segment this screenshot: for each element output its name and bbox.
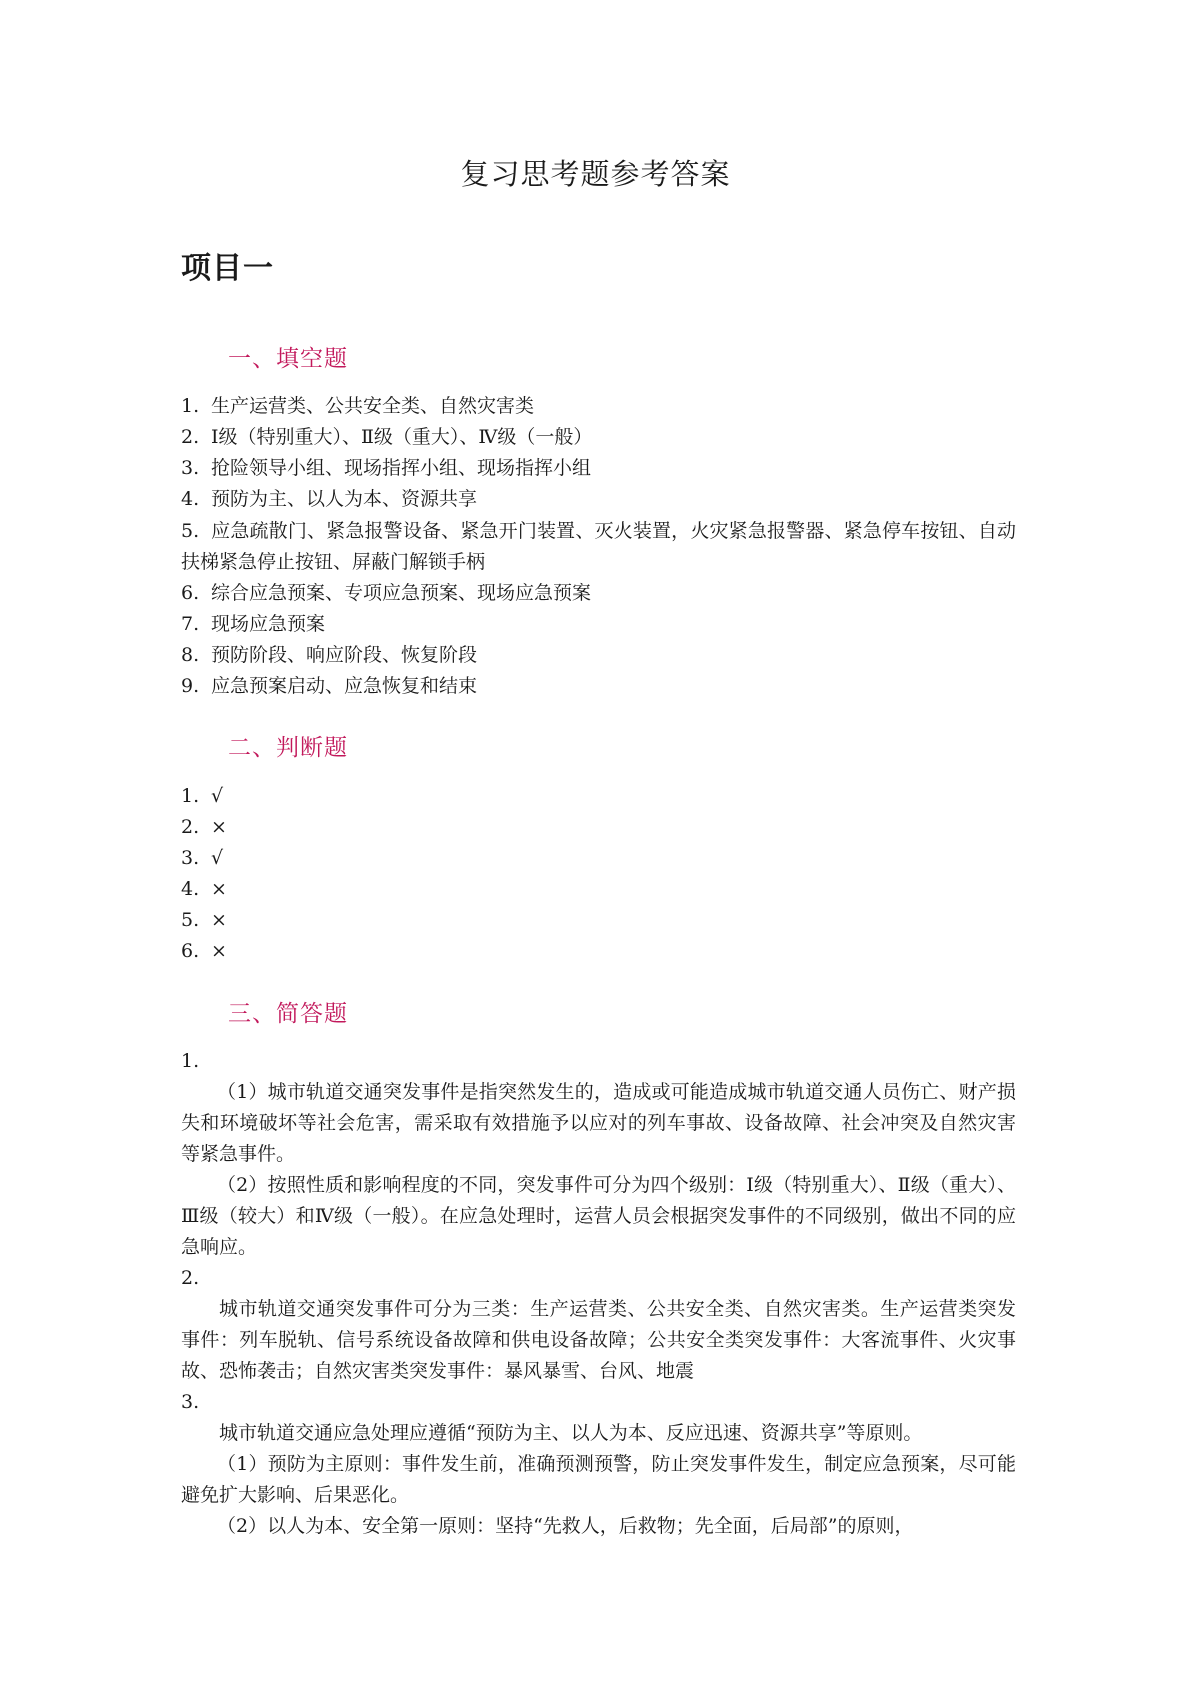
- item-number: 3.: [181, 847, 200, 869]
- list-item: [181, 391, 534, 422]
- list-item: [181, 640, 477, 671]
- item-text: 现场应急预案: [211, 613, 326, 635]
- list-item: [181, 843, 223, 874]
- item-text: 综合应急预案、专项应急预案、现场应急预案: [211, 582, 592, 604]
- item-text: 预防为主、以人为本、资源共享: [211, 488, 478, 510]
- section-heading-judge: 二、判断题: [228, 735, 348, 761]
- list-item-wrapped: [181, 516, 1016, 578]
- item-number: 3.: [181, 457, 200, 479]
- item-number: 8.: [181, 644, 200, 666]
- section-heading-fill: 一、填空题: [228, 346, 348, 372]
- answer-paragraph: （2）以人为本、安全第一原则：坚持“先救人，后救物；先全面，后局部”的原则，: [217, 1515, 914, 1537]
- list-item: [181, 781, 223, 812]
- answer-paragraph: 城市轨道交通应急处理应遵循“预防为主、以人为本、反应迅速、资源共享”等原则。: [219, 1422, 923, 1444]
- item-text: ×: [211, 878, 227, 900]
- item-text: 预防阶段、响应阶段、恢复阶段: [211, 644, 478, 666]
- item-text: Ⅰ级（特别重大）、Ⅱ级（重大）、Ⅳ级（一般）: [211, 426, 593, 448]
- list-item: [181, 422, 592, 453]
- item-text: 抢险领导小组、现场指挥小组、现场指挥小组: [211, 457, 592, 479]
- list-item: [181, 671, 477, 702]
- item-text: 应急疏散门、紧急报警设备、紧急开门装置、灭火装置，火灾紧急报警器、紧急停车按钮、自动扶梯紧急停止按钮、屏蔽门解锁手柄: [181, 520, 1016, 573]
- item-number: 7.: [181, 613, 200, 635]
- list-item: [181, 936, 227, 967]
- item-number: 6.: [181, 582, 200, 604]
- list-item: [181, 874, 227, 905]
- item-number: 9.: [181, 675, 200, 697]
- question-number: 1.: [181, 1050, 200, 1072]
- project-title: 项目一: [181, 251, 274, 286]
- answer-paragraph: 城市轨道交通突发事件可分为三类：生产运营类、公共安全类、自然灾害类。生产运营类突发事件：列车脱轨、信号系统设备故障和供电设备故障；公共安全类突发事件：大客流事件、火灾事故、恐怖袭击；自然灾害类突发事件：暴风暴雪、台风、地震: [181, 1298, 1016, 1382]
- item-number: 4.: [181, 488, 200, 510]
- item-text: √: [211, 847, 224, 869]
- item-text: ×: [211, 940, 227, 962]
- item-number: 2.: [181, 816, 200, 838]
- list-item: [181, 609, 325, 640]
- question-number: 3.: [181, 1391, 200, 1413]
- item-number: 4.: [181, 878, 200, 900]
- answer-paragraph: （2）按照性质和影响程度的不同，突发事件可分为四个级别：Ⅰ级（特别重大）、Ⅱ级（重大）、Ⅲ级（较大）和Ⅳ级（一般）。在应急处理时，运营人员会根据突发事件的不同级别，做出不同的应急响应。: [181, 1174, 1016, 1258]
- list-item: [181, 905, 227, 936]
- document-title: 复习思考题参考答案: [460, 157, 731, 191]
- item-number: 5.: [181, 909, 200, 931]
- item-number: 2.: [181, 426, 200, 448]
- item-text: ×: [211, 816, 227, 838]
- item-number: 1.: [181, 785, 200, 807]
- item-text: √: [211, 785, 224, 807]
- question-number: 2.: [181, 1267, 200, 1289]
- item-number: 5.: [181, 520, 200, 542]
- answer-paragraph: （1）预防为主原则：事件发生前，准确预测预警，防止突发事件发生，制定应急预案，尽可能避免扩大影响、后果恶化。: [181, 1453, 1016, 1506]
- item-text: 应急预案启动、应急恢复和结束: [211, 675, 478, 697]
- section-heading-short: 三、简答题: [228, 1001, 348, 1027]
- item-number: 6.: [181, 940, 200, 962]
- list-item: [181, 484, 477, 515]
- item-text: 生产运营类、公共安全类、自然灾害类: [211, 395, 535, 417]
- item-number: 1.: [181, 395, 200, 417]
- list-item: [181, 578, 591, 609]
- answer-paragraph: （1）城市轨道交通突发事件是指突然发生的，造成或可能造成城市轨道交通人员伤亡、财产损失和环境破坏等社会危害，需采取有效措施予以应对的列车事故、设备故障、社会冲突及自然灾害等紧急事件。: [181, 1081, 1016, 1165]
- item-text: ×: [211, 909, 227, 931]
- list-item: [181, 812, 227, 843]
- list-item: [181, 453, 591, 484]
